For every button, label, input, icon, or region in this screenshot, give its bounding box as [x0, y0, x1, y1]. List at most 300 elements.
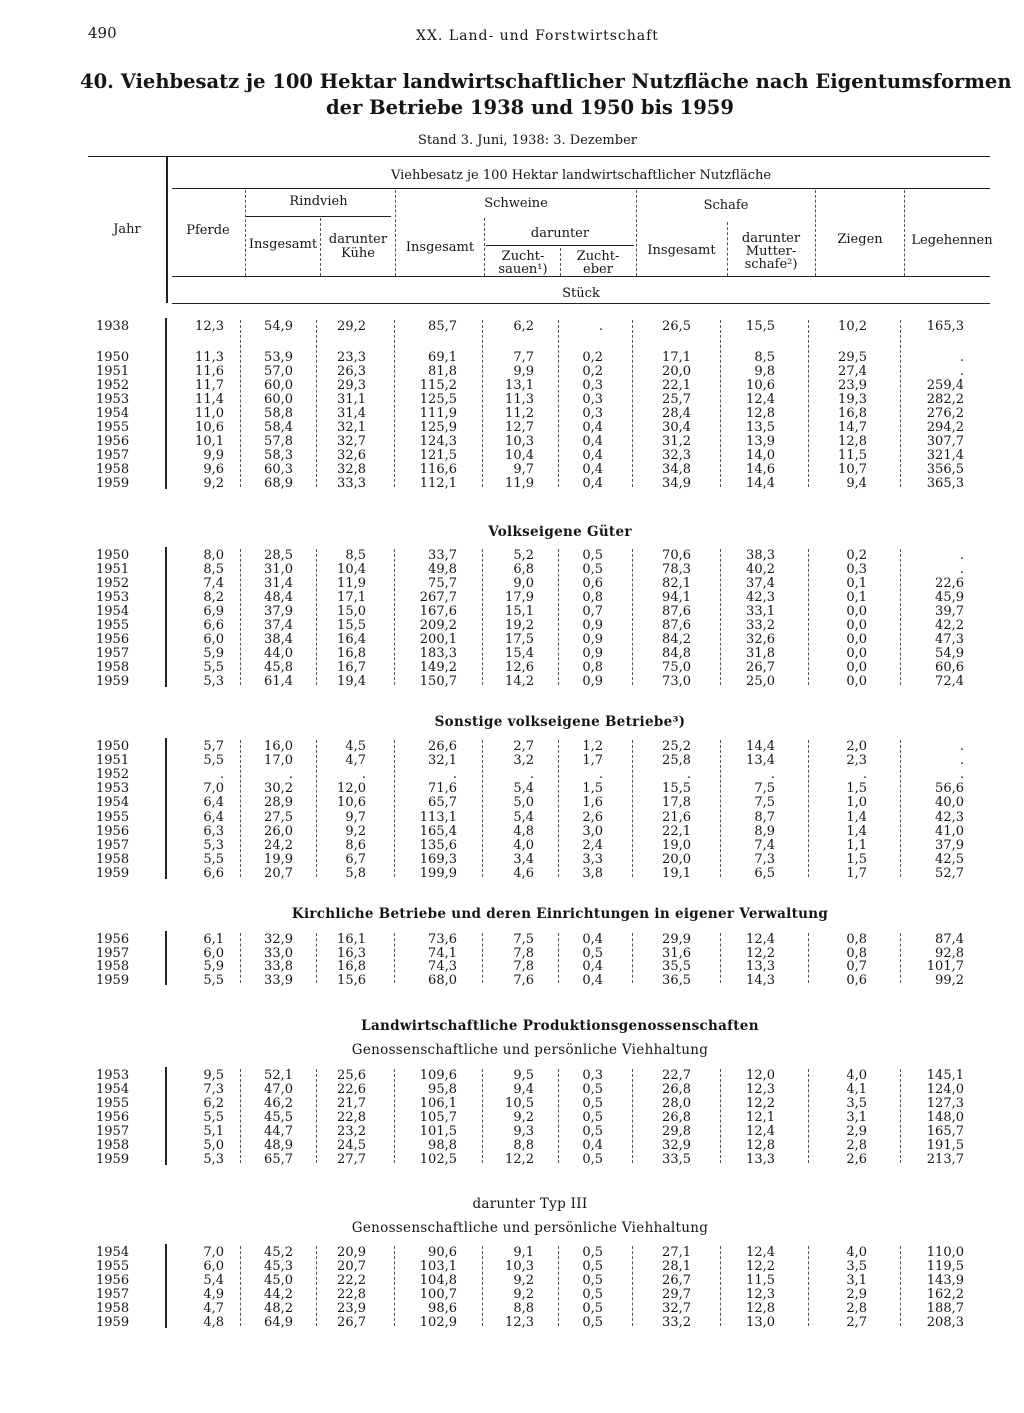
table-cell: 20,0 — [662, 364, 691, 379]
table-cell: 20,7 — [264, 865, 293, 881]
header-zuchtsauen-2: sauen¹) — [498, 262, 548, 277]
table-cell: 0,2 — [846, 548, 867, 563]
table-cell: 33,0 — [264, 945, 293, 961]
table-cell: 7,0 — [203, 1245, 224, 1260]
table-cell: 0,9 — [582, 618, 603, 633]
table-cell: . — [959, 767, 964, 783]
table-cell: 12,8 — [746, 406, 775, 421]
table-cell: 4,0 — [846, 1068, 867, 1083]
table-cell: 12,1 — [746, 1110, 775, 1125]
table-row — [0, 1083, 1024, 1097]
table-row — [0, 407, 1024, 421]
table-row — [0, 1139, 1024, 1153]
table-cell: 2,6 — [846, 1152, 867, 1167]
section-subtitle-lpg: Genossenschaftliche und persönliche Viehhaltung — [351, 1042, 709, 1058]
table-cell: 12,0 — [746, 1068, 775, 1083]
table-cell: 37,4 — [746, 576, 775, 591]
table-row — [0, 796, 1024, 810]
table-cell: 5,0 — [513, 795, 534, 811]
table-row — [0, 1153, 1024, 1167]
table-cell: 125,9 — [419, 420, 457, 435]
table-cell: 52,7 — [935, 865, 964, 881]
table-cell: 39,7 — [935, 604, 964, 619]
table-cell: 200,1 — [419, 632, 457, 647]
header-unit: Stück — [562, 286, 600, 301]
table-cell: . — [959, 350, 964, 365]
section-title-lpg: Landwirtschaftliche Produktionsgenossenschaften — [361, 1018, 759, 1034]
header-rule-main — [172, 188, 990, 189]
table-row — [0, 867, 1024, 881]
table-cell: 365,3 — [926, 476, 964, 491]
table-cell: 42,3 — [746, 590, 775, 605]
table-cell: 9,1 — [513, 1245, 534, 1260]
table-cell: 75,0 — [662, 660, 691, 675]
table-cell: 23,9 — [337, 1301, 366, 1316]
table-cell: 0,3 — [582, 406, 603, 421]
row-year: 1954 — [96, 1245, 130, 1260]
table-cell: 2,7 — [846, 1315, 867, 1330]
table-cell: 11,3 — [195, 350, 224, 365]
table-cell: . — [770, 767, 775, 783]
header-main: Viehbesatz je 100 Hektar landwirtschaftlicher Nutzfläche — [390, 168, 772, 183]
table-cell: 26,8 — [662, 1082, 691, 1097]
table-cell: 6,9 — [203, 604, 224, 619]
table-cell: 143,9 — [926, 1273, 964, 1288]
table-cell: 69,1 — [428, 350, 457, 365]
table-cell: 0,0 — [846, 604, 867, 619]
table-cell: 124,0 — [926, 1082, 964, 1097]
row-year: 1953 — [96, 392, 130, 407]
table-row — [0, 853, 1024, 867]
table-cell: 84,8 — [662, 646, 691, 661]
header-rule-schweine-darunter — [486, 245, 634, 246]
table-cell: 13,5 — [746, 420, 775, 435]
table-cell: 40,0 — [935, 795, 964, 811]
row-year: 1954 — [96, 1082, 130, 1097]
table-cell: 0,4 — [582, 476, 603, 491]
running-head: XX. Land- und Forstwirtschaft — [416, 28, 659, 44]
table-cell: 22,8 — [337, 1287, 366, 1302]
table-cell: 8,6 — [345, 837, 366, 853]
table-row — [0, 960, 1024, 974]
table-cell: 65,7 — [264, 1152, 293, 1167]
row-year: 1959 — [96, 972, 130, 988]
table-cell: 116,6 — [419, 462, 457, 477]
table-cell: 98,8 — [428, 1138, 457, 1153]
table-cell: . — [529, 767, 534, 783]
table-cell: 48,4 — [264, 590, 293, 605]
table-row — [0, 351, 1024, 365]
table-cell: 70,6 — [662, 548, 691, 563]
table-row — [0, 1288, 1024, 1302]
table-cell: 3,2 — [513, 753, 534, 769]
table-cell: 149,2 — [419, 660, 457, 675]
section-subtitle-typ-iii: Genossenschaftliche und persönliche Viehhaltung — [351, 1220, 709, 1236]
table-cell: 60,3 — [264, 462, 293, 477]
table-cell: 98,6 — [428, 1301, 457, 1316]
table-cell: 58,4 — [264, 420, 293, 435]
table-cell: 5,5 — [203, 753, 224, 769]
table-cell: 28,5 — [264, 548, 293, 563]
table-cell: 33,2 — [746, 618, 775, 633]
table-cell: 5,0 — [203, 1138, 224, 1153]
table-cell: 7,8 — [513, 945, 534, 961]
table-cell: 28,0 — [662, 1096, 691, 1111]
table-cell: 9,2 — [513, 1287, 534, 1302]
table-cell: 9,0 — [513, 576, 534, 591]
table-cell: 6,5 — [754, 865, 775, 881]
table-cell: 113,1 — [419, 809, 457, 825]
table-cell: 1,6 — [582, 795, 603, 811]
table-cell: 0,3 — [846, 562, 867, 577]
table-cell: 19,9 — [264, 851, 293, 867]
table-cell: 29,7 — [662, 1287, 691, 1302]
table-cell: 99,2 — [935, 972, 964, 988]
table-cell: 31,0 — [264, 562, 293, 577]
table-row — [0, 435, 1024, 449]
table-cell: 74,1 — [428, 945, 457, 961]
table-cell: 2,3 — [846, 753, 867, 769]
table-cell: 45,8 — [264, 660, 293, 675]
table-cell: 9,9 — [203, 448, 224, 463]
table-cell: 167,6 — [419, 604, 457, 619]
table-cell: 3,5 — [846, 1096, 867, 1111]
table-cell: 10,5 — [505, 1096, 534, 1111]
table-cell: 19,1 — [662, 865, 691, 881]
table-cell: 5,8 — [345, 865, 366, 881]
table-cell: 14,4 — [746, 739, 775, 754]
row-year: 1950 — [96, 350, 130, 365]
table-cell: 27,1 — [662, 1245, 691, 1260]
table-cell: 48,9 — [264, 1138, 293, 1153]
table-cell: 0,9 — [582, 674, 603, 689]
table-cell: 13,3 — [746, 1152, 775, 1167]
table-cell: 33,1 — [746, 604, 775, 619]
table-cell: 0,7 — [582, 604, 603, 619]
table-cell: . — [959, 739, 964, 754]
row-year: 1956 — [96, 1273, 130, 1288]
table-cell: 0,5 — [582, 1152, 603, 1167]
table-cell: 4,7 — [203, 1301, 224, 1316]
table-cell: 19,0 — [662, 837, 691, 853]
table-cell: 105,7 — [419, 1110, 457, 1125]
table-cell: 4,8 — [203, 1315, 224, 1330]
table-cell: 22,1 — [662, 378, 691, 393]
table-row — [0, 754, 1024, 768]
table-cell: . — [959, 364, 964, 379]
table-cell: 3,8 — [582, 865, 603, 881]
table-cell: 4,7 — [345, 753, 366, 769]
row-year: 1958 — [96, 1301, 130, 1316]
table-cell: 20,9 — [337, 1245, 366, 1260]
table-cell: 16,8 — [337, 959, 366, 974]
table-cell: 0,0 — [846, 674, 867, 689]
table-cell: 11,0 — [195, 406, 224, 421]
table-cell: 4,5 — [345, 739, 366, 754]
table-row — [0, 379, 1024, 393]
table-row — [0, 1246, 1024, 1260]
row-year: 1953 — [96, 1068, 130, 1083]
table-cell: 9,7 — [345, 809, 366, 825]
table-cell: . — [862, 767, 867, 783]
row-year: 1957 — [96, 1124, 130, 1139]
table-cell: 34,9 — [662, 476, 691, 491]
row-year: 1952 — [96, 767, 130, 783]
table-cell: 16,3 — [337, 945, 366, 961]
table-cell: 1,1 — [846, 837, 867, 853]
table-cell: 12,8 — [746, 1138, 775, 1153]
table-cell: 37,4 — [264, 618, 293, 633]
row-year: 1952 — [96, 378, 130, 393]
table-cell: 32,1 — [337, 420, 366, 435]
table-cell: 32,9 — [662, 1138, 691, 1153]
table-cell: 10,6 — [195, 420, 224, 435]
table-cell: 15,4 — [505, 646, 534, 661]
table-cell: 267,7 — [419, 590, 457, 605]
row-year: 1951 — [96, 753, 130, 769]
table-cell: 10,3 — [505, 434, 534, 449]
row-year: 1955 — [96, 420, 130, 435]
table-cell: . — [219, 767, 224, 783]
table-cell: 8,9 — [754, 823, 775, 839]
header-schweine-total: Insgesamt — [405, 240, 475, 255]
table-cell: 165,7 — [926, 1124, 964, 1139]
table-cell: 13,1 — [505, 378, 534, 393]
table-cell: 10,7 — [838, 462, 867, 477]
table-cell: 6,8 — [513, 562, 534, 577]
table-cell: 19,4 — [337, 674, 366, 689]
table-cell: 213,7 — [926, 1152, 964, 1167]
table-cell: 33,9 — [264, 972, 293, 988]
table-cell: 22,7 — [662, 1068, 691, 1083]
table-cell: 47,3 — [935, 632, 964, 647]
table-cell: 12,2 — [746, 1096, 775, 1111]
table-cell: 8,5 — [754, 350, 775, 365]
table-cell: 9,5 — [203, 1068, 224, 1083]
table-cell: 102,5 — [419, 1152, 457, 1167]
table-cell: 5,4 — [513, 809, 534, 825]
table-cell: 259,4 — [926, 378, 964, 393]
table-row — [0, 1125, 1024, 1139]
table-cell: 0,8 — [582, 590, 603, 605]
row-year: 1956 — [96, 932, 130, 947]
table-cell: 12,2 — [505, 1152, 534, 1167]
row-year: 1955 — [96, 1259, 130, 1274]
table-cell: 9,8 — [754, 364, 775, 379]
table-cell: 85,7 — [428, 319, 457, 334]
table-cell: 30,4 — [662, 420, 691, 435]
table-cell: 32,9 — [264, 932, 293, 947]
table-cell: . — [361, 767, 366, 783]
row-year: 1954 — [96, 795, 130, 811]
table-cell: 10,1 — [195, 434, 224, 449]
table-cell: 74,3 — [428, 959, 457, 974]
table-cell: 0,9 — [582, 632, 603, 647]
table-cell: 112,1 — [419, 476, 457, 491]
table-row — [0, 1274, 1024, 1288]
table-cell: 0,4 — [582, 448, 603, 463]
table-cell: 17,5 — [505, 632, 534, 647]
table-cell: 0,5 — [582, 548, 603, 563]
table-row — [0, 811, 1024, 825]
table-cell: 5,5 — [203, 972, 224, 988]
table-cell: 17,8 — [662, 795, 691, 811]
row-year: 1957 — [96, 1287, 130, 1302]
table-cell: 31,2 — [662, 434, 691, 449]
table-cell: 82,1 — [662, 576, 691, 591]
table-cell: 6,4 — [203, 809, 224, 825]
table-cell: 12,0 — [337, 781, 366, 797]
table-cell: 162,2 — [926, 1287, 964, 1302]
table-cell: 11,9 — [505, 476, 534, 491]
table-cell: . — [686, 767, 691, 783]
row-year: 1953 — [96, 590, 130, 605]
table-row — [0, 477, 1024, 491]
table-cell: 48,2 — [264, 1301, 293, 1316]
table-row — [0, 740, 1024, 754]
table-cell: 2,9 — [846, 1124, 867, 1139]
header-bottom-rule — [172, 303, 990, 304]
table-cell: 3,1 — [846, 1110, 867, 1125]
table-cell: 7,5 — [754, 781, 775, 797]
table-cell: . — [288, 767, 293, 783]
table-cell: 12,2 — [746, 1259, 775, 1274]
row-year: 1958 — [96, 660, 130, 675]
table-cell: 32,3 — [662, 448, 691, 463]
table-row — [0, 782, 1024, 796]
table-cell: 26,6 — [428, 739, 457, 754]
table-cell: 15,5 — [662, 781, 691, 797]
table-cell: 10,3 — [505, 1259, 534, 1274]
table-cell: 5,7 — [203, 739, 224, 754]
table-cell: 208,3 — [926, 1315, 964, 1330]
table-cell: 60,0 — [264, 378, 293, 393]
table-cell: 6,6 — [203, 865, 224, 881]
table-cell: 16,1 — [337, 932, 366, 947]
table-cell: 12,3 — [195, 319, 224, 334]
table-cell: 33,2 — [662, 1315, 691, 1330]
table-cell: 23,9 — [838, 378, 867, 393]
table-cell: 9,6 — [203, 462, 224, 477]
table-cell: 5,5 — [203, 1110, 224, 1125]
row-year: 1955 — [96, 809, 130, 825]
table-cell: 0,8 — [582, 660, 603, 675]
table-cell: 12,8 — [746, 1301, 775, 1316]
table-cell: 58,3 — [264, 448, 293, 463]
table-cell: 68,0 — [428, 972, 457, 988]
table-cell: 44,0 — [264, 646, 293, 661]
table-cell: 11,3 — [505, 392, 534, 407]
table-cell: 29,5 — [838, 350, 867, 365]
row-year: 1959 — [96, 865, 130, 881]
table-cell: 148,0 — [926, 1110, 964, 1125]
table-cell: 5,5 — [203, 851, 224, 867]
table-cell: 8,8 — [513, 1301, 534, 1316]
table-cell: 12,3 — [746, 1082, 775, 1097]
table-cell: 0,7 — [846, 959, 867, 974]
header-legehennen: Legehennen — [911, 233, 993, 248]
table-cell: 22,2 — [337, 1273, 366, 1288]
table-cell: 31,4 — [264, 576, 293, 591]
row-year: 1938 — [96, 319, 130, 334]
table-cell: 294,2 — [926, 420, 964, 435]
table-cell: 282,2 — [926, 392, 964, 407]
table-row — [0, 1111, 1024, 1125]
table-cell: 104,8 — [419, 1273, 457, 1288]
table-cell: 6,6 — [203, 618, 224, 633]
table-cell: 7,4 — [754, 837, 775, 853]
table-cell: 22,1 — [662, 823, 691, 839]
table-cell: 9,2 — [513, 1110, 534, 1125]
table-cell: 0,0 — [846, 646, 867, 661]
table-row — [0, 633, 1024, 647]
table-row — [0, 947, 1024, 961]
table-row — [0, 563, 1024, 577]
table-cell: 3,4 — [513, 851, 534, 867]
table-cell: 4,9 — [203, 1287, 224, 1302]
table-cell: 64,9 — [264, 1315, 293, 1330]
row-year: 1957 — [96, 448, 130, 463]
table-cell: 11,2 — [505, 406, 534, 421]
table-cell: 15,5 — [337, 618, 366, 633]
table-cell: 9,2 — [345, 823, 366, 839]
table-cell: 0,3 — [582, 378, 603, 393]
table-cell: 25,2 — [662, 739, 691, 754]
table-cell: 38,3 — [746, 548, 775, 563]
table-cell: 10,6 — [337, 795, 366, 811]
table-cell: 11,4 — [195, 392, 224, 407]
table-cell: 0,4 — [582, 420, 603, 435]
table-cell: 2,9 — [846, 1287, 867, 1302]
table-row — [0, 974, 1024, 988]
table-cell: 13,0 — [746, 1315, 775, 1330]
table-cell: 41,0 — [935, 823, 964, 839]
table-cell: 65,7 — [428, 795, 457, 811]
table-cell: 4,6 — [513, 865, 534, 881]
table-cell: 13,9 — [746, 434, 775, 449]
table-cell: 6,1 — [203, 932, 224, 947]
table-cell: 16,0 — [264, 739, 293, 754]
row-year: 1952 — [96, 576, 130, 591]
page-number: 490 — [88, 24, 117, 42]
table-cell: 0,8 — [846, 932, 867, 947]
row-year: 1959 — [96, 674, 130, 689]
table-cell: 14,4 — [746, 476, 775, 491]
header-rindvieh-total: Insgesamt — [248, 237, 318, 252]
table-cell: 12,7 — [505, 420, 534, 435]
header-schafe-total: Insgesamt — [647, 243, 716, 258]
table-row — [0, 661, 1024, 675]
table-cell: 27,7 — [337, 1152, 366, 1167]
table-cell: 30,2 — [264, 781, 293, 797]
table-cell: 3,1 — [846, 1273, 867, 1288]
table-cell: 44,2 — [264, 1287, 293, 1302]
table-cell: 145,1 — [926, 1068, 964, 1083]
header-mutterschafe-3: schafe²) — [744, 257, 798, 272]
table-cell: 12,3 — [746, 1287, 775, 1302]
table-cell: 1,5 — [846, 851, 867, 867]
table-cell: 165,4 — [419, 823, 457, 839]
table-cell: 0,4 — [582, 972, 603, 988]
table-cell: 60,0 — [264, 392, 293, 407]
table-cell: 31,8 — [746, 646, 775, 661]
table-cell: 81,8 — [428, 364, 457, 379]
table-cell: 42,2 — [935, 618, 964, 633]
table-cell: 27,4 — [838, 364, 867, 379]
table-cell: 101,7 — [926, 959, 964, 974]
table-cell: 21,7 — [337, 1096, 366, 1111]
table-cell: 3,3 — [582, 851, 603, 867]
